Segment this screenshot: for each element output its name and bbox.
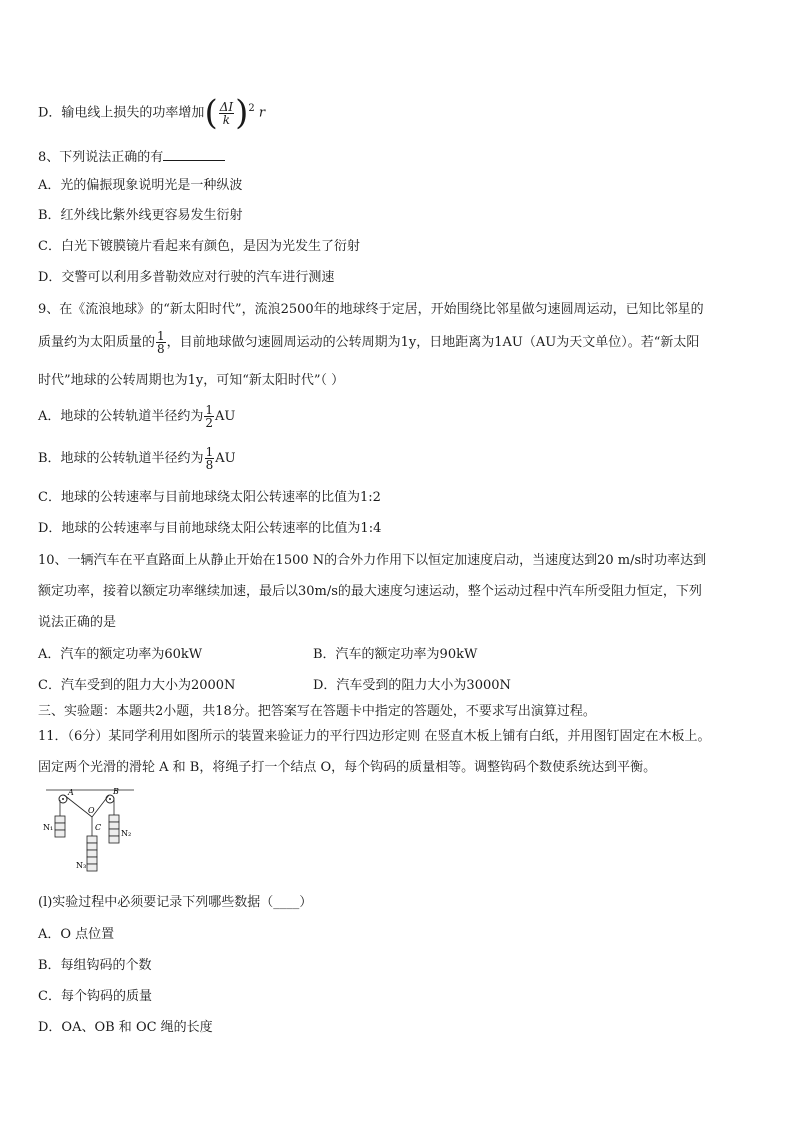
- q10-line3: 说法正确的是: [38, 615, 117, 630]
- q10-line1: 10、一辆汽车在平直路面上从静止开始在1500 N的合外力作用下以恒定加速度启动，当速度达到20 m/s时功率达到: [38, 553, 707, 568]
- q9-fraction: $\frac{1}{8}$: [157, 329, 165, 356]
- label-c: C: [95, 823, 102, 832]
- section-heading: 三、实验题：本题共2小题，共18分。把答案写在答题卡中指定的答题处，不要求写出演算过程。: [38, 704, 596, 719]
- label-a: A: [68, 788, 74, 797]
- q9-line1: 9、在《流浪地球》的“新太阳时代”，流浪2500年的地球终于定居，开始围绕比邻星做匀速圆周运动，已知比邻星的: [38, 302, 704, 317]
- q7-option-d: D．输电线上损失的功率增加( $\frac{\Delta I}{k}$ )$^2$ r: [38, 93, 266, 133]
- weights-n3: [87, 836, 97, 871]
- q8-option-c: C．白光下镀膜镜片看起来有颜色，是因为光发生了衍射: [38, 239, 360, 254]
- q9-option-b: B．地球的公转轨道半径约为 $\frac{1}{8}$ AU: [38, 445, 236, 472]
- pulley-apparatus-figure: [40, 786, 140, 886]
- label-o: O: [88, 806, 95, 815]
- q11-line1: 11．（6分）某同学利用如图所示的装置来验证力的平行四边形定则 在竖直木板上铺有白纸，并用图钉固定在木板上。: [38, 729, 711, 744]
- label-b: B: [113, 787, 119, 796]
- q9-line3: 时代”地球的公转周期也为1y，可知“新太阳时代”（ ）: [38, 373, 345, 388]
- q9-option-a: A．地球的公转轨道半径约为 $\frac{1}{2}$ AU: [38, 403, 236, 430]
- answer-blank: [163, 146, 225, 161]
- q7-fraction: $\frac{\Delta I}{k}$: [219, 99, 234, 127]
- q11-option-c: C．每个钩码的质量: [38, 989, 152, 1004]
- label-n2: N₂: [121, 829, 132, 838]
- q9-option-c: C．地球的公转速率与目前地球绕太阳公转速率的比值为1:2: [38, 490, 381, 505]
- q9-line2: 质量约为太阳质量的 $\frac{1}{8}$ ，目前地球做匀速圆周运动的公转周期为1y，日地距离为1AU（AU为天文单位）。若“新太阳: [38, 329, 700, 356]
- q10-option-b: B．汽车的额定功率为90kW: [313, 647, 478, 662]
- q10-line2: 额定功率，接着以额定功率继续加速，最后以30m/s的最大速度匀速运动，整个运动过程中汽车所受阻力恒定，下列: [38, 584, 702, 599]
- label-n3: N₃: [76, 861, 87, 870]
- q10-option-d: D．汽车受到的阻力大小为3000N: [313, 678, 511, 693]
- q11-option-a: A．O 点位置: [38, 927, 115, 942]
- q8-stem: 8、下列说法正确的有: [38, 146, 225, 167]
- weights-n2: [109, 815, 119, 843]
- q10-option-c: C．汽车受到的阻力大小为2000N: [38, 678, 236, 693]
- q11-sub1: (l)实验过程中必须要记录下列哪些数据（____）: [38, 895, 313, 910]
- q8-option-d: D．交警可以利用多普勒效应对行驶的汽车进行测速: [38, 270, 335, 285]
- q9-option-d: D．地球的公转速率与目前地球绕太阳公转速率的比值为1:4: [38, 521, 382, 536]
- q11-line2: 固定两个光滑的滑轮 A 和 B，将绳子打一个结点 O，每个钩码的质量相等。调整钩码个数使系统达到平衡。: [38, 760, 657, 775]
- q8-option-b: B．红外线比紫外线更容易发生衍射: [38, 208, 243, 223]
- weights-n1: [55, 816, 65, 837]
- q11-option-b: B．每组钩码的个数: [38, 958, 152, 973]
- label-n1: N₁: [43, 823, 54, 832]
- q10-option-a: A．汽车的额定功率为60kW: [38, 647, 203, 662]
- q11-option-d: D．OA、OB 和 OC 绳的长度: [38, 1020, 213, 1035]
- q8-option-a: A．光的偏振现象说明光是一种纵波: [38, 178, 243, 193]
